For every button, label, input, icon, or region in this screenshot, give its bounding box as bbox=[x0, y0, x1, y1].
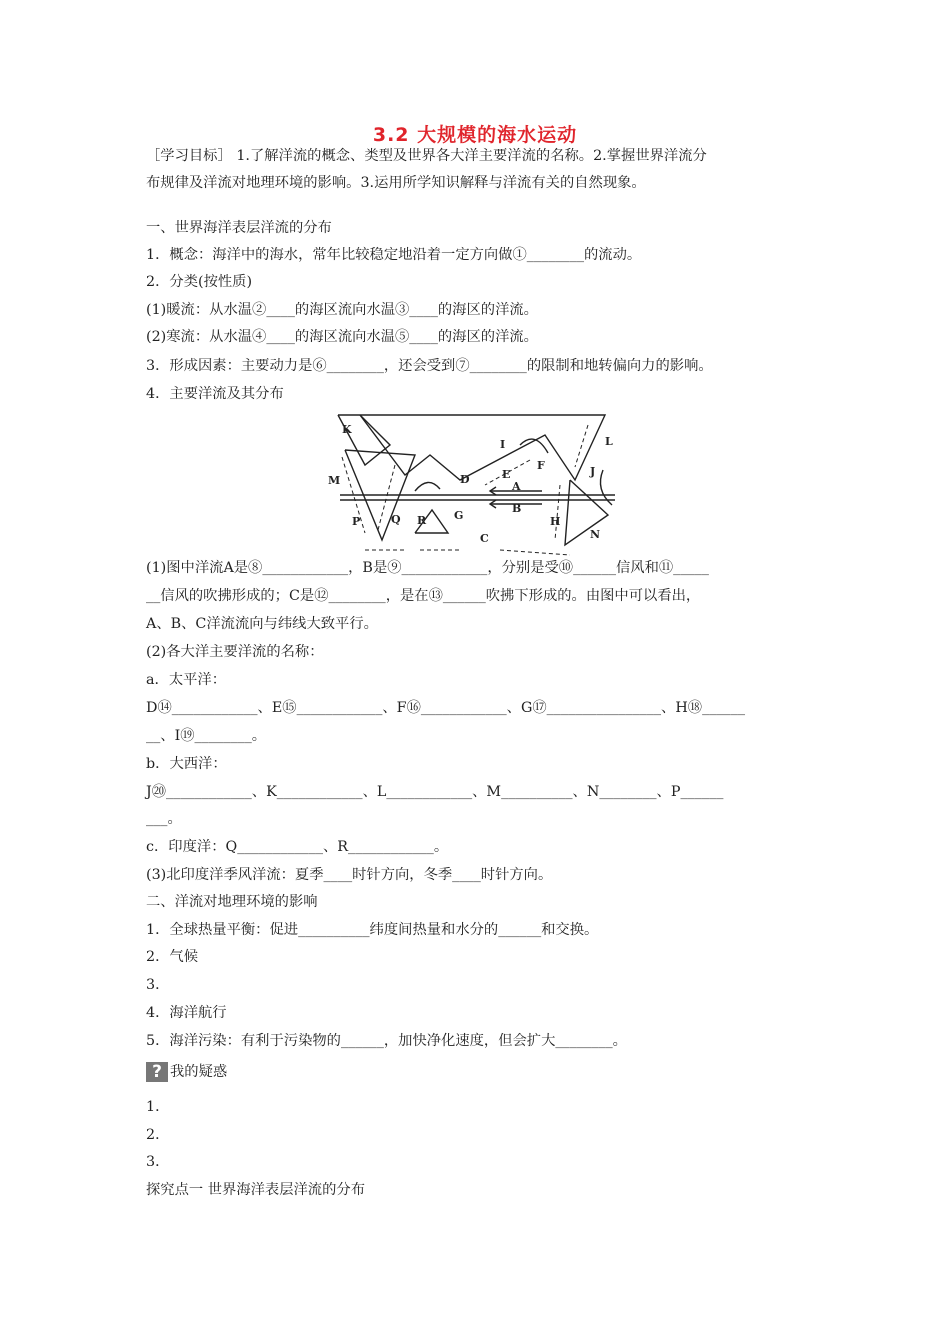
svg-text:E: E bbox=[502, 468, 511, 481]
text-line: ___。 bbox=[146, 811, 182, 827]
text-line: D⑭____________、E⑮____________、F⑯____________、G⑰________________、H⑱______ bbox=[146, 700, 745, 716]
text-line: J⑳____________、K____________、L____________、M__________、N________、P______ bbox=[146, 784, 724, 800]
text-line: 1．概念：海洋中的海水，常年比较稳定地沿着一定方向做①________的流动。 bbox=[146, 247, 642, 263]
svg-text:H: H bbox=[550, 515, 561, 528]
svg-text:N: N bbox=[590, 528, 601, 541]
svg-text:Q: Q bbox=[391, 513, 401, 526]
text-line: (1)图中洋流A是⑧____________，B是⑨____________，分别是受⑩______信风和⑪_____ bbox=[146, 560, 709, 576]
my-doubts-heading bbox=[146, 1062, 227, 1082]
text-line: 3．形成因素：主要动力是⑥________，还会受到⑦________的限制和地转偏向力的影响。 bbox=[146, 358, 713, 374]
text-line: b．大西洋： bbox=[146, 756, 227, 772]
text-line: (1)暖流：从水温②____的海区流向水温③____的海区的洋流。 bbox=[146, 302, 538, 318]
text-line: 1．全球热量平衡：促进__________纬度间热量和水分的______和交换。 bbox=[146, 922, 599, 938]
svg-text:R: R bbox=[417, 514, 427, 527]
svg-text:P: P bbox=[352, 515, 361, 528]
learning-goals-line-1: ［学习目标］ 1.了解洋流的概念、类型及世界各大洋主要洋流的名称。2.掌握世界洋流分 bbox=[146, 148, 707, 164]
text-line: 3． bbox=[146, 977, 170, 993]
text-line: c．印度洋：Q____________、R____________。 bbox=[146, 839, 449, 855]
text-line: 2．气候 bbox=[146, 949, 198, 965]
svg-text:D: D bbox=[460, 473, 470, 486]
section-heading-2: 二、洋流对地理环境的影响 bbox=[146, 894, 318, 910]
text-line: a．太平洋： bbox=[146, 672, 227, 688]
text-line: (2)寒流：从水温④____的海区流向水温⑤____的海区的洋流。 bbox=[146, 329, 538, 345]
text-line: 3． bbox=[146, 1154, 170, 1170]
text-line: __信风的吹拂形成的；C是⑫________，是在⑬______吹拂下形成的。由图中可以看出， bbox=[146, 588, 701, 604]
svg-text:G: G bbox=[454, 509, 464, 522]
svg-text:B: B bbox=[512, 502, 522, 515]
text-line: 4．主要洋流及其分布 bbox=[146, 386, 284, 402]
svg-text:K: K bbox=[342, 423, 352, 436]
svg-text:I: I bbox=[500, 438, 506, 451]
learning-goals-line-2: 布规律及洋流对地理环境的影响。3.运用所学知识解释与洋流有关的自然现象。 bbox=[146, 175, 646, 191]
svg-text:J: J bbox=[590, 465, 596, 478]
svg-text:F: F bbox=[537, 459, 545, 472]
text-line: 2．分类(按性质) bbox=[146, 274, 253, 290]
svg-text:C: C bbox=[480, 532, 489, 545]
svg-text:M: M bbox=[328, 474, 341, 487]
text-line: (3)北印度洋季风洋流：夏季____时针方向，冬季____时针方向。 bbox=[146, 867, 553, 883]
ocean-current-diagram bbox=[320, 405, 630, 565]
my-doubts-label: 我的疑惑 bbox=[170, 1064, 228, 1080]
text-line: 5．海洋污染：有利于污染物的______，加快净化速度，但会扩大________。 bbox=[146, 1033, 627, 1049]
section-heading-1: 一、世界海洋表层洋流的分布 bbox=[146, 220, 332, 236]
question-icon: ? bbox=[146, 1062, 168, 1082]
svg-text:A: A bbox=[512, 480, 521, 493]
text-line: (2)各大洋主要洋流的名称： bbox=[146, 644, 324, 660]
text-line: 1． bbox=[146, 1099, 170, 1115]
svg-text:L: L bbox=[605, 435, 613, 448]
text-line: A、B、C洋流流向与纬线大致平行。 bbox=[146, 616, 378, 632]
text-line: 2． bbox=[146, 1127, 170, 1143]
section-heading-3: 探究点一 世界海洋表层洋流的分布 bbox=[146, 1182, 365, 1198]
text-line: 4．海洋航行 bbox=[146, 1005, 227, 1021]
page-title: 3.2 大规模的海水运动 bbox=[372, 124, 578, 146]
text-line: __、I⑲________。 bbox=[146, 728, 267, 744]
